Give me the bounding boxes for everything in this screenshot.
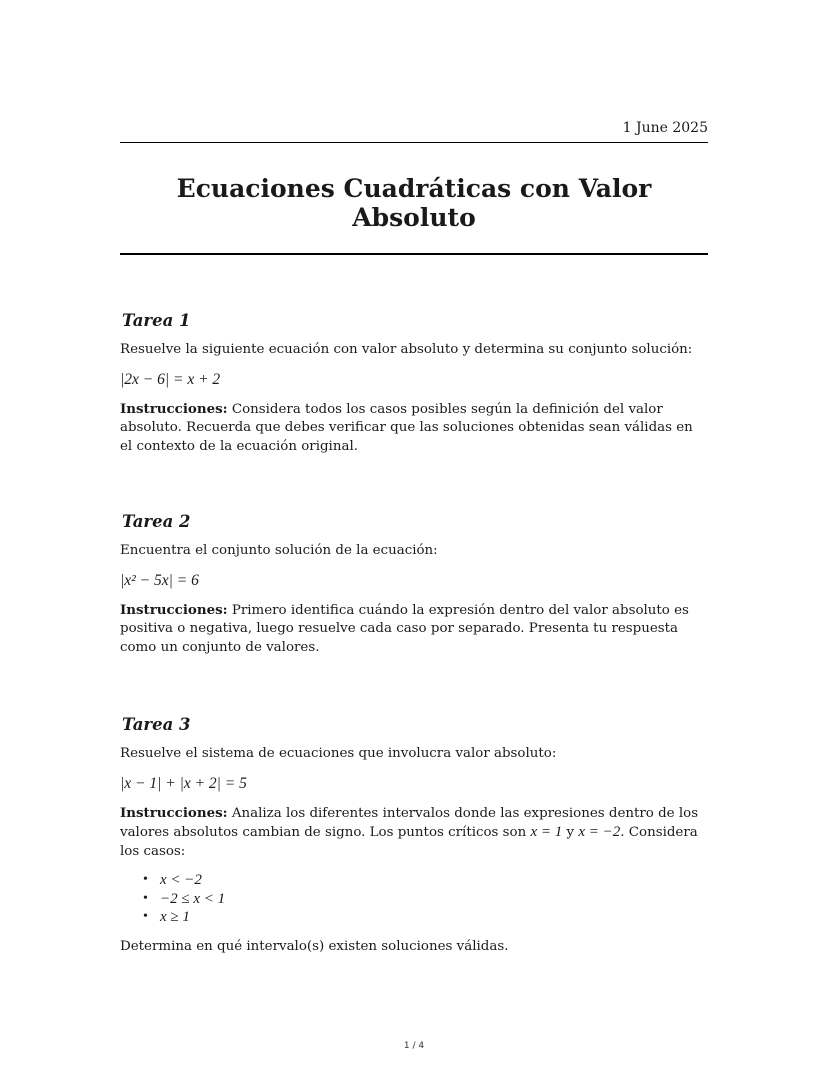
task-instructions [120, 601, 708, 658]
page-title: Ecuaciones Cuadráticas con Valor Absoluto [176, 174, 652, 232]
task-3 [120, 714, 708, 956]
task-intro: Encuentra el conjunto solución de la ecuación: [120, 543, 438, 558]
task-heading: Tarea 1 [122, 311, 191, 330]
task-equation: |x² − 5x| = 6 [120, 571, 199, 589]
task-heading: Tarea 3 [122, 715, 191, 734]
task-heading: Tarea 2 [122, 512, 191, 531]
task-1 [120, 310, 708, 456]
case-item: • x < −2 [160, 871, 708, 890]
instructions-label: Instrucciones: [120, 601, 228, 618]
case-item: • x ≥ 1 [160, 908, 708, 927]
task-intro: Resuelve el sistema de ecuaciones que involucra valor absoluto: [120, 746, 557, 761]
instructions-text-a: Analiza los diferentes intervalos donde las expresiones dentro de los valores absolutos cambian de signo. Los puntos críticos son [120, 805, 699, 840]
instructions-label: Instrucciones: [120, 804, 228, 821]
task-instructions [120, 804, 708, 862]
instructions-text: Considera todos los casos posibles según la definición del valor absoluto. Recuerda que debes verificar que las soluciones obtenidas sean válidas en el contexto de la ecuación original. [120, 401, 693, 454]
instructions-text: Primero identifica cuándo la expresión dentro del valor absoluto es positiva o negativa, luego resuelve cada caso por separado. Presenta tu respuesta como un conjunto de valores. [120, 602, 689, 655]
header-rule [120, 142, 708, 143]
task-equation: |x − 1| + |x + 2| = 5 [120, 774, 247, 792]
task-instructions [120, 400, 708, 457]
critical-point-1: x = 1 [530, 824, 563, 840]
task-intro: Resuelve la siguiente ecuación con valor absoluto y determina su conjunto solución: [120, 342, 693, 357]
cases-list [120, 871, 708, 927]
instructions-text-b: y [562, 825, 579, 840]
case-item: • −2 ≤ x < 1 [160, 890, 708, 909]
page-number: 1 / 4 [403, 1041, 425, 1051]
task-closing: Determina en qué intervalo(s) existen soluciones válidas. [120, 938, 509, 954]
critical-point-2: x = −2 [578, 824, 621, 840]
task-equation: |2x − 6| = x + 2 [120, 370, 221, 388]
task-2 [120, 511, 708, 657]
instructions-text-c: . Considera los casos: [120, 825, 698, 859]
title-rule [120, 253, 708, 255]
instructions-label: Instrucciones: [120, 400, 228, 417]
header-date: 1 June 2025 [622, 120, 708, 136]
